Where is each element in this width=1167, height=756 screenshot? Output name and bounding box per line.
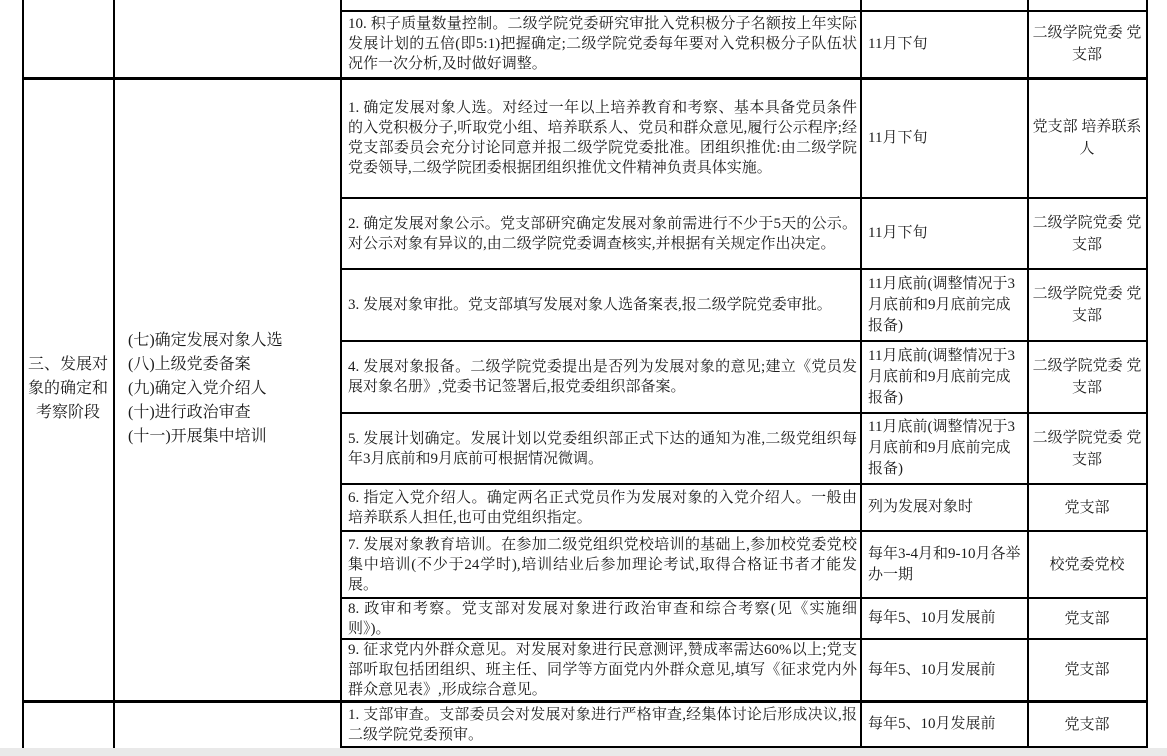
table-border-col2-col3: [340, 0, 342, 748]
time-cell: 每年3-4月和9-10月各举办一期: [868, 545, 1021, 583]
owner-cell: 二级学院党委 党支部: [1032, 286, 1142, 324]
owner-cell: 党支部 培养联系人: [1032, 119, 1142, 157]
owner-cell: 校党委党校: [1049, 556, 1125, 573]
owner-cell: 二级学院党委 党支部: [1032, 214, 1142, 253]
time-cell: 列为发展对象时: [868, 499, 974, 515]
time-cell: 11月下旬: [868, 129, 928, 146]
procedure-cell: 2. 确定发展对象公示。党支部研究确定发展对象前需进行不少于5天的公示。对公示对象有异议的,由二级学院党委调查核实,并根据有关规定作出决定。: [348, 215, 857, 252]
procedure-cell: 4. 发展对象报备。二级学院党委提出是否列为发展对象的意见;建立《党员发展对象名册》,党委书记签署后,报党委组织部备案。: [348, 359, 857, 395]
procedure-cell: 6. 指定入党介绍人。确定两名正式党员作为发展对象的入党介绍人。一般由培养联系人担任,也可由党组织指定。: [348, 489, 857, 526]
page-bottom-edge: [0, 748, 1167, 756]
stage-label: 三、发展对象的确定和考察阶段: [27, 355, 108, 421]
table-border-col3-col4: [860, 0, 862, 748]
procedure-cell: 3. 发展对象审批。党支部填写发展对象人选备案表,报二级学院党委审批。: [348, 297, 832, 313]
time-cell: 11月底前(调整情况于3月底前和9月底前完成报备): [868, 419, 1015, 477]
time-cell: 11月底前(调整情况于3月底前和9月底前完成报备): [868, 347, 1015, 406]
step-item: (七)确定发展对象人选: [128, 331, 283, 349]
time-cell: 每年5、10月发展前: [868, 716, 996, 732]
time-cell: 11月底前(调整情况于3月底前和9月底前完成报备): [868, 275, 1015, 334]
time-cell: 每年5、10月发展前: [868, 661, 996, 678]
table-border-right: [1146, 0, 1148, 748]
time-cell: 11月下旬: [868, 225, 928, 241]
step-item: (八)上级党委备案: [128, 355, 251, 373]
step-item: (九)确定入党介绍人: [128, 379, 267, 397]
procedure-cell: 9. 征求党内外群众意见。对发展对象进行民意测评,赞成率需达60%以上;党支部听取包括团组织、班主任、同学等方面党内外群众意见,填写《征求党内外群众意见表》,形成综合意见。: [348, 642, 857, 698]
step-item: (十一)开展集中培训: [128, 427, 267, 445]
owner-cell: 二级学院党委 党支部: [1032, 429, 1142, 468]
procedure-cell: 10. 积子质量数量控制。二级学院党委研究审批入党积极分子名额按上年实际发展计划的五倍(即5:1)把握确定;二级学院党委每年要对入党积极分子队伍状况作一次分析,及时做好调整。: [348, 16, 857, 72]
stage-cell-section3: [25, 79, 111, 698]
owner-cell: 党支部: [1064, 716, 1110, 733]
table-border-left: [22, 0, 24, 748]
time-cell: 11月下旬: [868, 35, 928, 52]
procedure-cell: 1. 确定发展对象人选。对经过一年以上培养教育和考察、基本具备党员条件的入党积极分子,听取党小组、培养联系人、党员和群众意见,履行公示程序;经党支部委员会充分讨论同意并报二级学院党委批准。团组织推优:由二级学院党委领导,二级学院团委根据团组织推优文件精神负责具体实施。: [348, 100, 857, 176]
owner-cell: 党支部: [1064, 662, 1110, 678]
procedure-cell: 8. 政审和考察。党支部对发展对象进行政治审查和综合考察(见《实施细则》)。: [348, 600, 857, 637]
owner-cell: 二级学院党委 党支部: [1032, 25, 1142, 63]
procedure-cell: 7. 发展对象教育培训。在参加二级党组织党校培训的基础上,参加校党委党校集中培训(不少于24学时),培训结业后参加理论考试,取得合格证书者才能发展。: [348, 536, 857, 593]
steps-cell-section3: [116, 79, 338, 698]
step-item: (十)进行政治审查: [128, 403, 251, 421]
procedure-cell: 1. 支部审查。支部委员会对发展对象进行严格审查,经集体讨论后形成决议,报二级学院党委预审。: [348, 706, 857, 743]
owner-cell: 党支部: [1064, 499, 1110, 516]
procedure-cell: 5. 发展计划确定。发展计划以党委组织部正式下达的通知为准,二级党组织每年3月底前和9月底前可根据情况微调。: [348, 430, 857, 467]
owner-cell: 党支部: [1064, 610, 1110, 627]
table-border-col1-col2: [113, 0, 115, 748]
time-cell: 每年5、10月发展前: [868, 610, 996, 626]
owner-cell: 二级学院党委 党支部: [1032, 358, 1142, 396]
